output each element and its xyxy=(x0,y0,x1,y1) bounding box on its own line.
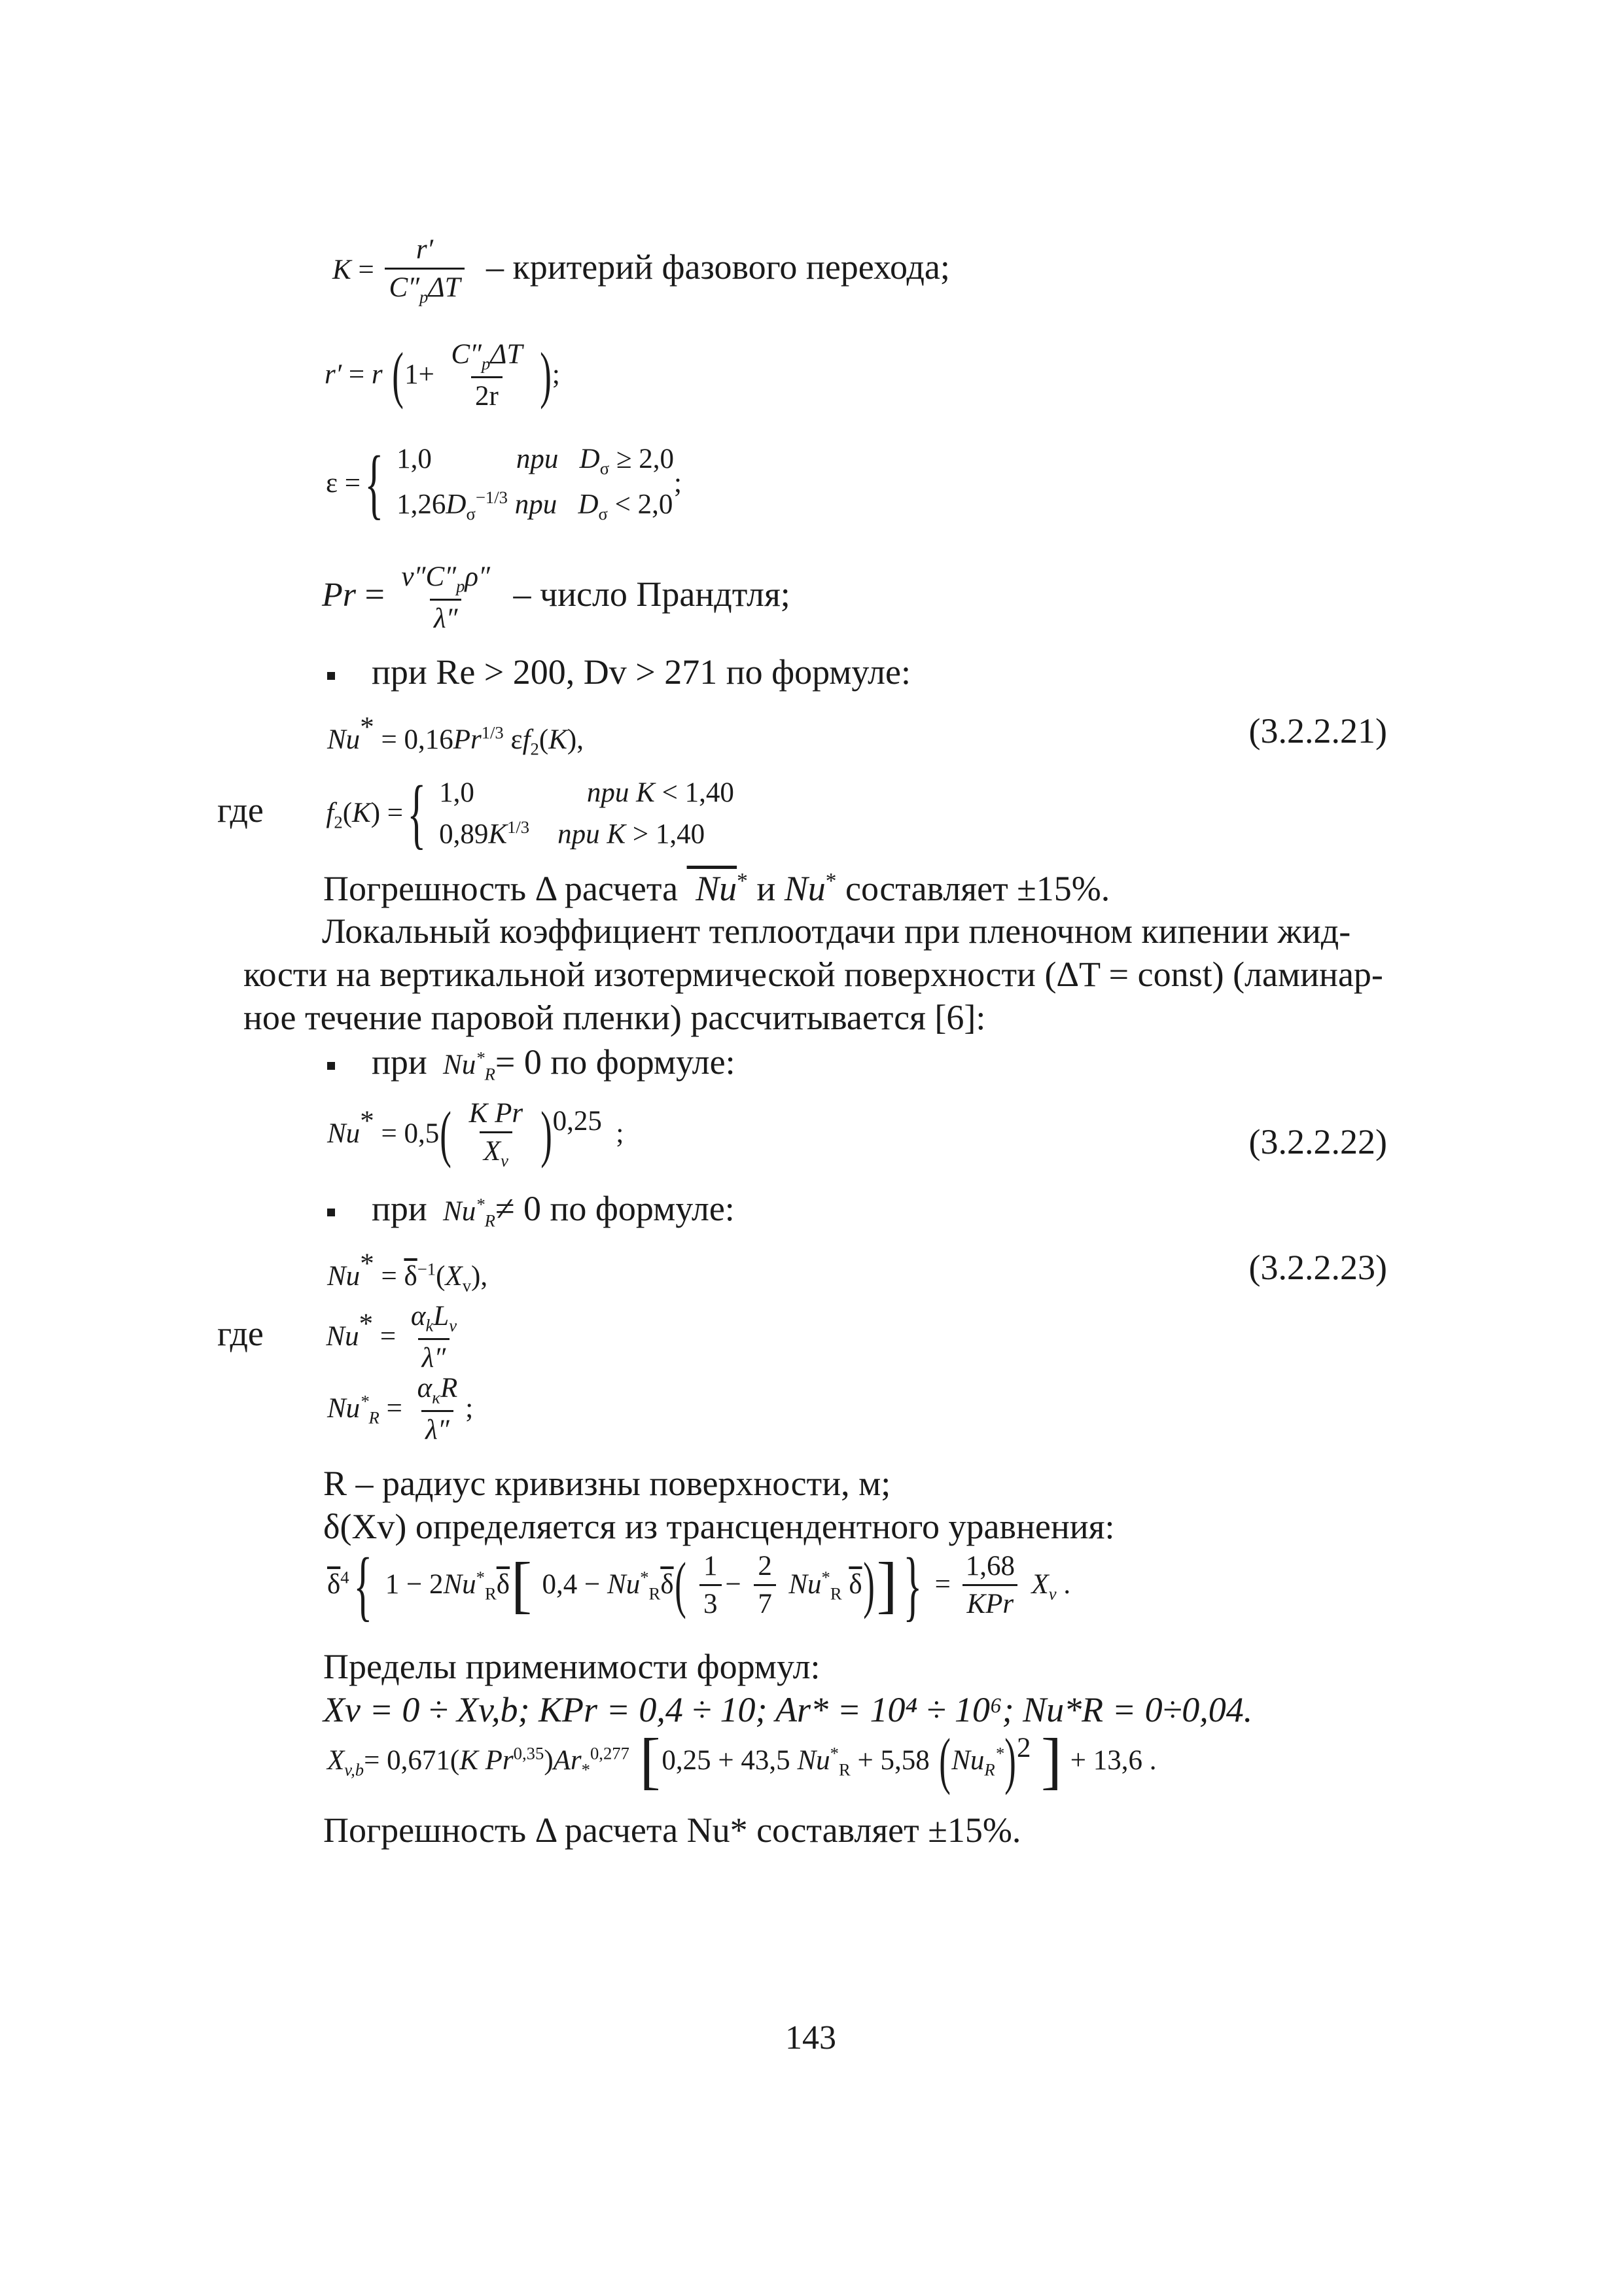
prandtl-definition: Pr = $\frac{\nu''C''_p\rho''}{\lambda''}$ – число Прандтля; xyxy=(322,561,790,635)
equation-22: Nu* = 0,5( $\frac{\text{K Pr}}{X_v}$ )$^{0,25}$ ; (3.2.2.22) xyxy=(327,1098,1387,1171)
k-definition-text: – критерий фазового перехода; xyxy=(486,247,950,287)
x-vb-equation: $X_{v,b}= 0,671(K$ $Pr^{0,35})Ar_*^{0,277}$ [0,25 + 43,5 $Nu^*_R + 5,58$ $(Nu_R^*)^2$ ] + 13,6 . xyxy=(327,1725,1157,1796)
paragraph-line-1: Локальный коэффициент теплоотдачи при пленочном кипении жид- xyxy=(322,911,1351,951)
bullet-icon xyxy=(327,1209,335,1216)
bullet-text: при Re > 200, Dv > 271 по формуле: xyxy=(372,652,911,692)
radius-definition: R – радиус кривизны поверхности, м; xyxy=(323,1464,891,1503)
paragraph-line-3: ное течение паровой пленки) рассчитывается [6]: xyxy=(243,998,986,1037)
equation-number: (3.2.2.22) xyxy=(1248,1122,1387,1161)
transcendental-equation: $\overline{\delta}^4${ $1 - 2Nu^*_R\overline{\delta}$[ $0,4 - Nu^*_R\overline{\delta}$( $\frac{1}{3}$ − $\frac{2}{7}$ $Nu^*_R$ $\overline{\delta}$)]} = $\frac{1,68}{\text{KPr}}$ $X_v$ . xyxy=(327,1541,1071,1629)
error-statement-2: Погрешность Δ расчета Nu* составляет ±15%. xyxy=(323,1810,1021,1850)
equation-number: (3.2.2.23) xyxy=(1248,1248,1387,1287)
bullet-icon xyxy=(327,672,335,680)
equation-21: $Nu^* = 0,16Pr^{1/3}$ $\varepsilon f_2(K)$, (3.2.2.21) xyxy=(327,711,1387,759)
k-definition: K = $\frac{r'}{C''_p\Delta T}$ – критерий фазового перехода; xyxy=(332,234,950,307)
nu-r-definition: $Nu^*_R$ = $\frac{\alpha_\kappa R}{\lambda''}$ ; xyxy=(327,1373,474,1446)
where-label: где xyxy=(217,1314,264,1354)
f2-definition: где $f_2(K)$ ={ 1,0 при K < 1,40 $0,89K^{1/3}$ при K > 1,40 xyxy=(217,769,734,857)
k-fraction: $\frac{r'}{C''_p\Delta T}$ xyxy=(385,236,464,306)
error-statement-1: Погрешность Δ расчета Nu* и Nu* составляет ±15%. xyxy=(323,869,1110,908)
equation-number: (3.2.2.21) xyxy=(1248,711,1387,751)
bullet-condition-1 xyxy=(327,654,911,690)
equation-23: $Nu^* = \overline{\delta}^{-1}(X_v)$, (3.2.2.23) xyxy=(327,1248,1387,1296)
delta-definition: δ(Xv) определяется из трансцендентного уравнения: xyxy=(323,1507,1115,1546)
prandtl-definition-text: – число Прандтля; xyxy=(513,574,790,614)
r-prime-equation: r′ = r (1+ $\frac{C''_p\Delta T}{2r}$ ); xyxy=(325,339,560,412)
bullet-icon xyxy=(327,1062,335,1070)
bullet-condition-2: при $Nu^*_R= 0$ по формуле: xyxy=(327,1044,735,1083)
limits-line: Xv = 0 ÷ Xv,b; KPr = 0,4 ÷ 10; Ar* = 10⁴ ÷ 10⁶; Nu*R = 0÷0,04. xyxy=(323,1690,1253,1729)
epsilon-equation: ε ={ 1,0 при $D_\sigma \ge 2,0$ $1,26D_\sigma^{-1/3}$ при $D_\sigma < 2,0$ ; xyxy=(326,440,682,527)
page-number: 143 xyxy=(785,2019,836,2057)
bullet-condition-3: при $Nu^*_R\ne 0$ по формуле: xyxy=(327,1191,735,1229)
where-label: где xyxy=(217,790,264,830)
paragraph-line-2: кости на вертикальной изотермической поверхности (ΔT = const) (ламинар- xyxy=(243,955,1383,994)
nu-definition: где Nu* = $\frac{\alpha_kL_v}{\lambda''}$ xyxy=(217,1301,457,1374)
limits-title: Пределы применимости формул: xyxy=(323,1647,821,1686)
